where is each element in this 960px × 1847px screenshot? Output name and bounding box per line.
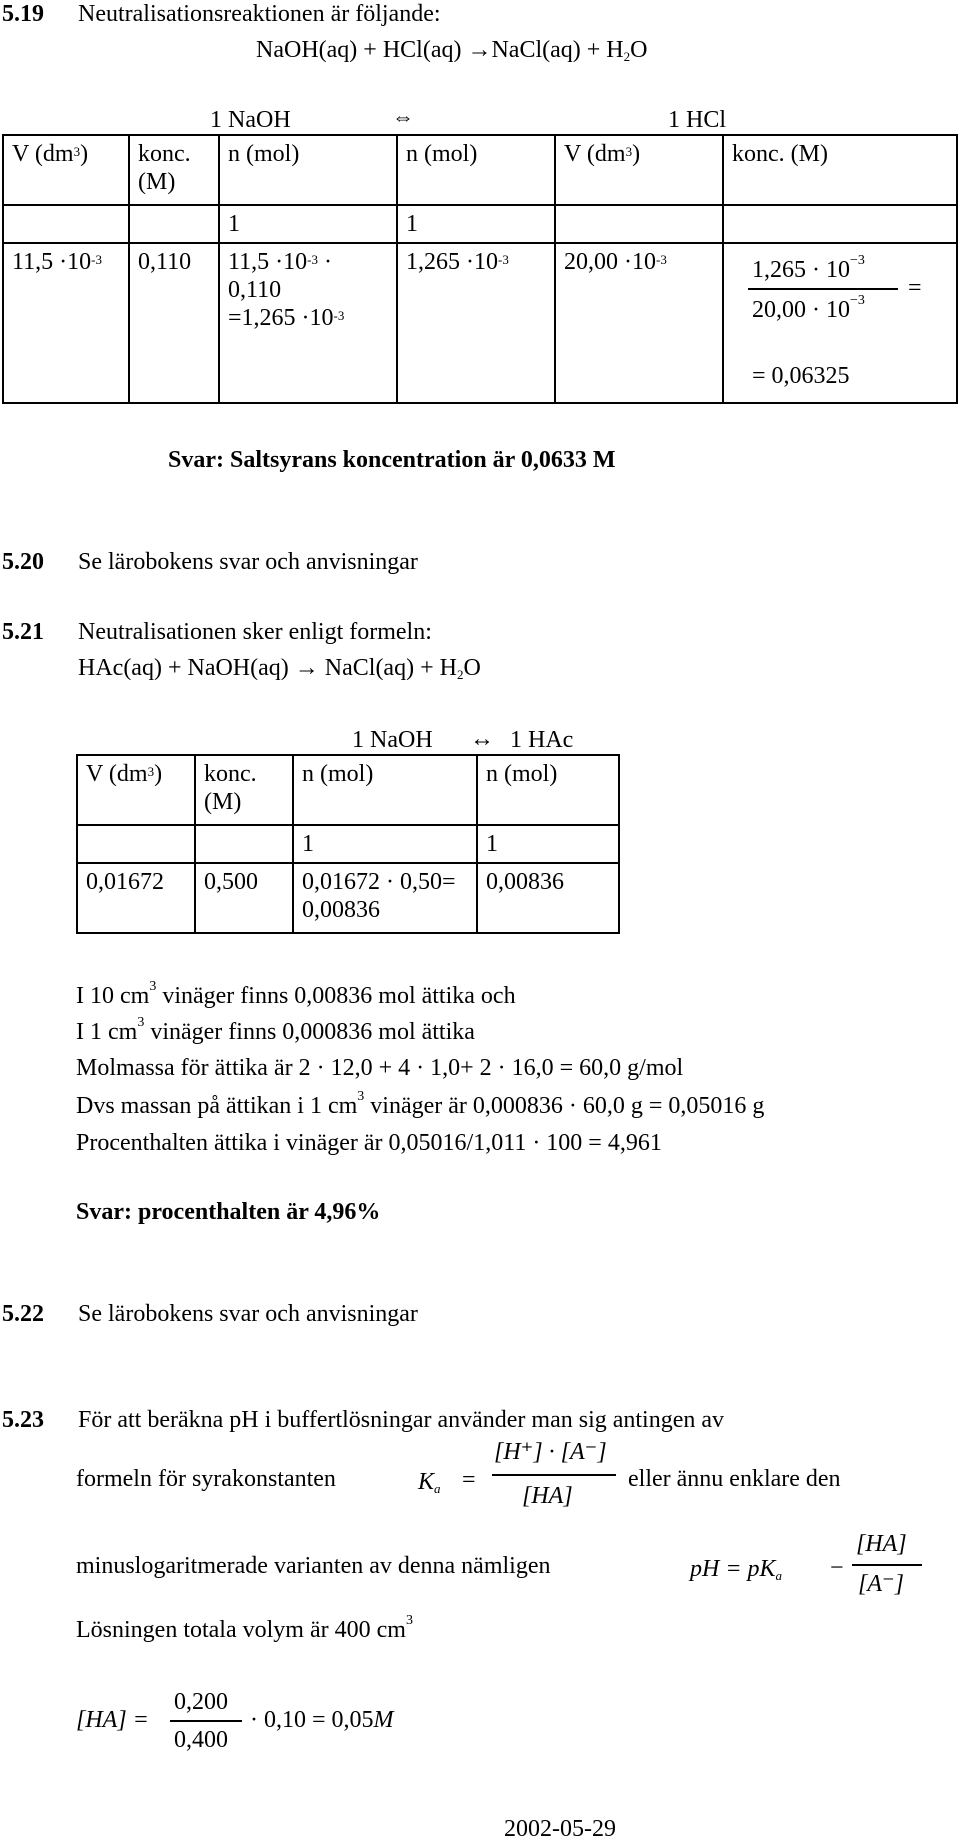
problem-number: 5.19 (2, 1, 44, 27)
header-moles-naoh: n (mol) (293, 755, 477, 825)
ratio-hcl: 1 (397, 205, 555, 243)
equals-sign: = (908, 275, 922, 301)
ha-lhs: [HA] = (76, 1707, 149, 1733)
text-line: Dvs massan på ättikan i 1 $cm^3$ vinäger är 0,000836 · 60,0 g = 0,05016 g (76, 1089, 765, 1119)
problem-intro: Neutralisationen sker enligt formeln: (78, 619, 432, 645)
reaction-equation: NaOH(aq) + HCl(aq) →NaCl(aq) + H2O (256, 37, 648, 64)
header-concentration: konc. (M) (195, 755, 293, 825)
moles-hcl: $1,265 \cdot 10^{-3}$ (397, 243, 555, 403)
ph-denominator: [A⁻] (858, 1571, 905, 1597)
hac-header: 1 HAc (510, 727, 574, 753)
problem-number: 5.22 (2, 1301, 44, 1327)
equivalence-icon: ⇔ (392, 104, 414, 129)
ka-denominator: [HA] (522, 1483, 573, 1509)
volume-hcl: $20,00 \cdot 10^{-3}$ (555, 243, 723, 403)
fraction-bar (748, 288, 898, 290)
problem-number: 5.23 (2, 1407, 44, 1433)
header-concentration: konc. (M) (129, 135, 219, 205)
hcl-header: 1 HCl (668, 107, 727, 133)
header-concentration-hcl: konc. (M) (723, 135, 957, 205)
minus-sign: − (830, 1555, 844, 1581)
naoh-header: 1 NaOH (352, 727, 433, 753)
fraction-numerator: $1,265 \cdot 10^{-3}$ (752, 253, 865, 283)
text-line: minuslogaritmerade varianten av denna nämligen (76, 1553, 551, 1579)
footer-date: 2002-05-29 (504, 1816, 616, 1842)
ha-result: · 0,10 = 0,05M (250, 1707, 394, 1733)
reaction-equation: HAc(aq) + NaOH(aq) → NaCl(aq) + H2O (78, 655, 481, 682)
fraction-denominator: $20,00 \cdot 10^{-3}$ (752, 293, 865, 323)
text-line: I 1 $cm^3$ vinäger finns 0,000836 mol ättika (76, 1015, 475, 1045)
problem-number: 5.21 (2, 619, 44, 645)
header-volume: V $(dm^3)$ (3, 135, 129, 205)
volume-naoh: $11,5 \cdot 10^{-3}$ (3, 243, 129, 403)
text-line: eller ännu enklare den (628, 1466, 841, 1492)
problem-text: Se lärobokens svar och anvisningar (78, 549, 418, 575)
text-line: Molmassa för ättika är 2 · 12,0 + 4 · 1,0+ 2 · 16,0 = 60,0 g/mol (76, 1055, 684, 1081)
calc-table-521 (76, 754, 620, 934)
moles-hac: 0,00836 (477, 863, 619, 933)
ka-symbol: Ka (418, 1469, 441, 1496)
answer-521: Svar: procenthalten är 4,96% (76, 1199, 381, 1225)
fraction-bar (492, 1474, 616, 1476)
ka-numerator: [H⁺] · [A⁻] (494, 1439, 607, 1465)
equivalence-icon: ↔ (470, 726, 494, 752)
ph-formula-lhs: pH = pKa (690, 1556, 783, 1583)
ratio-hac: 1 (477, 825, 619, 863)
fraction-bar (852, 1564, 922, 1566)
moles-naoh-calc: $11,5 \cdot 10^{-3}$ · 0,110 $=1,265 \cdot 10^{-3}$ (219, 243, 397, 403)
moles-naoh-calc: 0,01672 · 0,50= 0,00836 (293, 863, 477, 933)
ratio-naoh: 1 (219, 205, 397, 243)
ph-numerator: [HA] (856, 1531, 907, 1557)
naoh-header: 1 NaOH (210, 107, 291, 133)
text-line: Procenthalten ättika i vinäger är 0,05016/1,011 · 100 = 4,961 (76, 1130, 662, 1156)
ha-denominator: 0,400 (174, 1727, 228, 1753)
problem-number: 5.20 (2, 549, 44, 575)
conc-naoh: 0,110 (129, 243, 219, 403)
answer-519: Svar: Saltsyrans koncentration är 0,0633 M (168, 447, 616, 473)
header-moles-hcl: n (mol) (397, 135, 555, 205)
calc-table-519 (2, 134, 958, 404)
problem-text: För att beräkna pH i buffertlösningar använder man sig antingen av (78, 1407, 725, 1433)
ha-numerator: 0,200 (174, 1689, 228, 1715)
conc-hcl-calc (723, 243, 957, 403)
text-line: formeln för syrakonstanten (76, 1466, 336, 1492)
conc-naoh: 0,500 (195, 863, 293, 933)
ratio-naoh: 1 (293, 825, 477, 863)
volume-naoh: 0,01672 (77, 863, 195, 933)
fraction-bar (170, 1720, 242, 1722)
header-volume: V $(dm^3)$ (77, 755, 195, 825)
header-moles-naoh: n (mol) (219, 135, 397, 205)
header-volume-hcl: V $(dm^3)$ (555, 135, 723, 205)
text-line: Lösningen totala volym är 400 $cm^3$ (76, 1613, 413, 1643)
text-line: I 10 $cm^3$ vinäger finns 0,00836 mol ättika och (76, 979, 516, 1009)
equals-sign: = (462, 1467, 476, 1493)
problem-intro: Neutralisationsreaktionen är följande: (78, 1, 441, 27)
concentration-result: = 0,06325 (752, 363, 850, 389)
problem-text: Se lärobokens svar och anvisningar (78, 1301, 418, 1327)
header-moles-hac: n (mol) (477, 755, 619, 825)
